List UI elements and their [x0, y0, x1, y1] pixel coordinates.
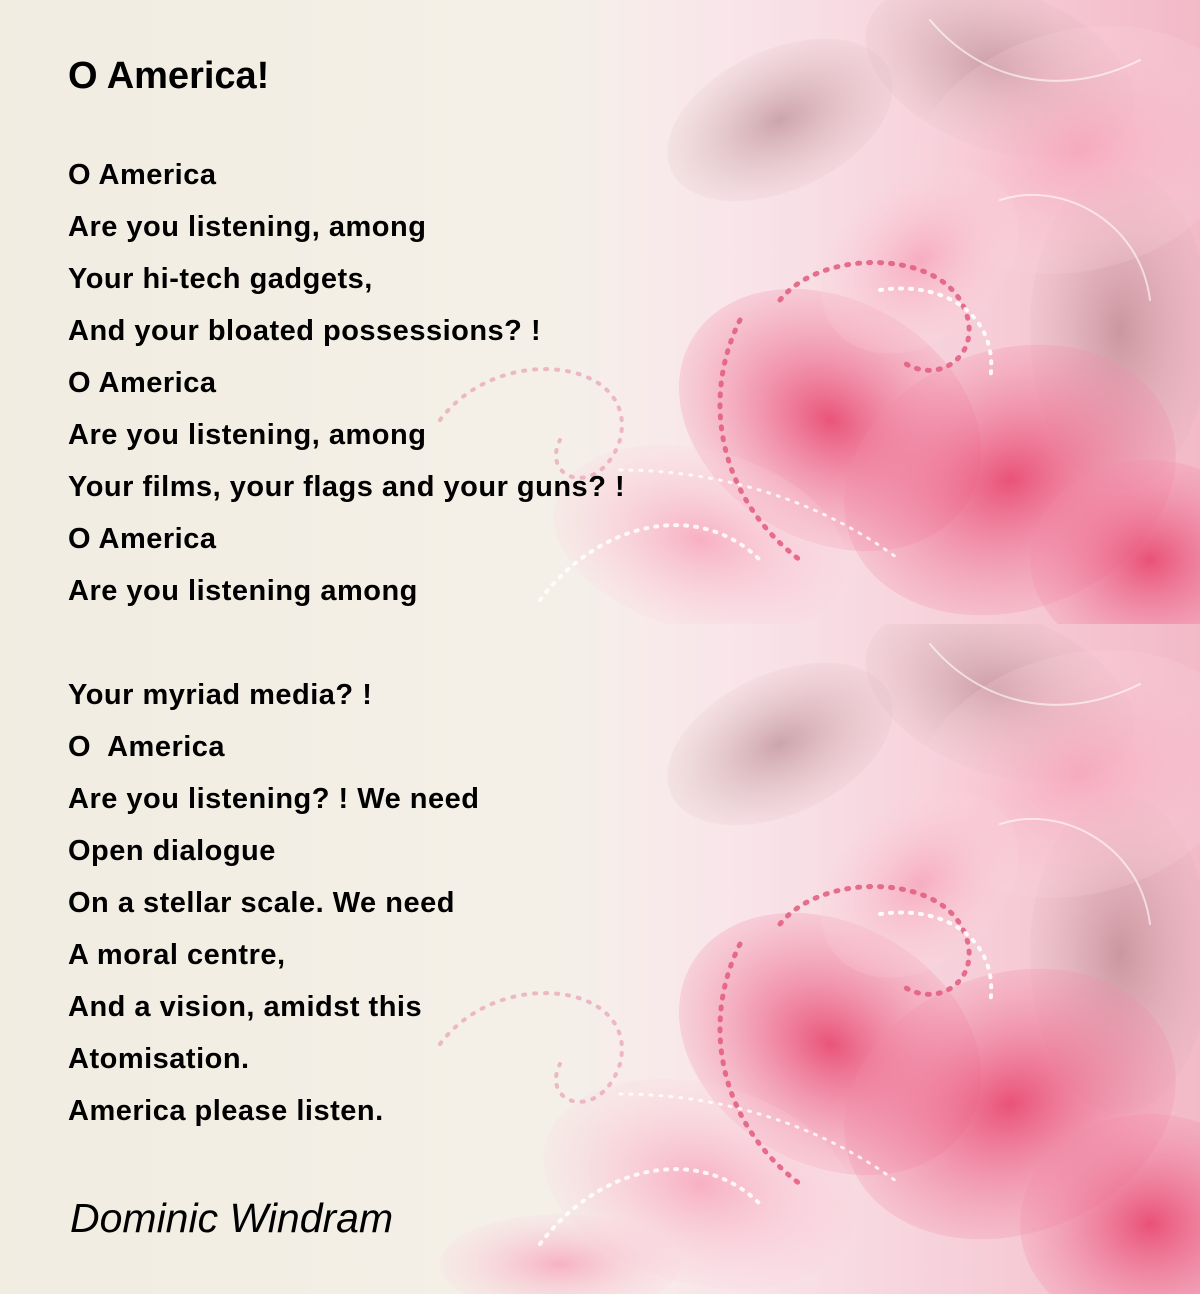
poem-lines-part-2	[68, 669, 479, 1137]
poem-title: O America!	[68, 55, 270, 97]
poem-line: O America	[68, 523, 217, 555]
poem-line: O America	[68, 367, 217, 399]
poem-line: Your myriad media? !	[68, 679, 373, 711]
poem-line: Your hi-tech gadgets,	[68, 263, 373, 295]
poem-lines-part-1	[68, 149, 625, 617]
poem-line: On a stellar scale. We need	[68, 887, 455, 919]
poem-line: Are you listening, among	[68, 419, 427, 451]
poem-line: Atomisation.	[68, 1043, 250, 1075]
poem-line: A moral centre,	[68, 939, 286, 971]
poem-line: And your bloated possessions? !	[68, 315, 542, 347]
poem-line: America please listen.	[68, 1095, 384, 1127]
poem-author: Dominic Windram	[70, 1195, 394, 1241]
poem-line: O America	[68, 159, 217, 191]
poem-line: Are you listening among	[68, 575, 418, 607]
poem-line: Are you listening? ! We need	[68, 783, 480, 815]
poem-line: And a vision, amidst this	[68, 991, 423, 1023]
poem-line: Open dialogue	[68, 835, 276, 867]
poem-line: Your films, your flags and your guns? !	[68, 471, 626, 503]
poem-line: O America	[68, 731, 226, 763]
poem-line: Are you listening, among	[68, 211, 427, 243]
